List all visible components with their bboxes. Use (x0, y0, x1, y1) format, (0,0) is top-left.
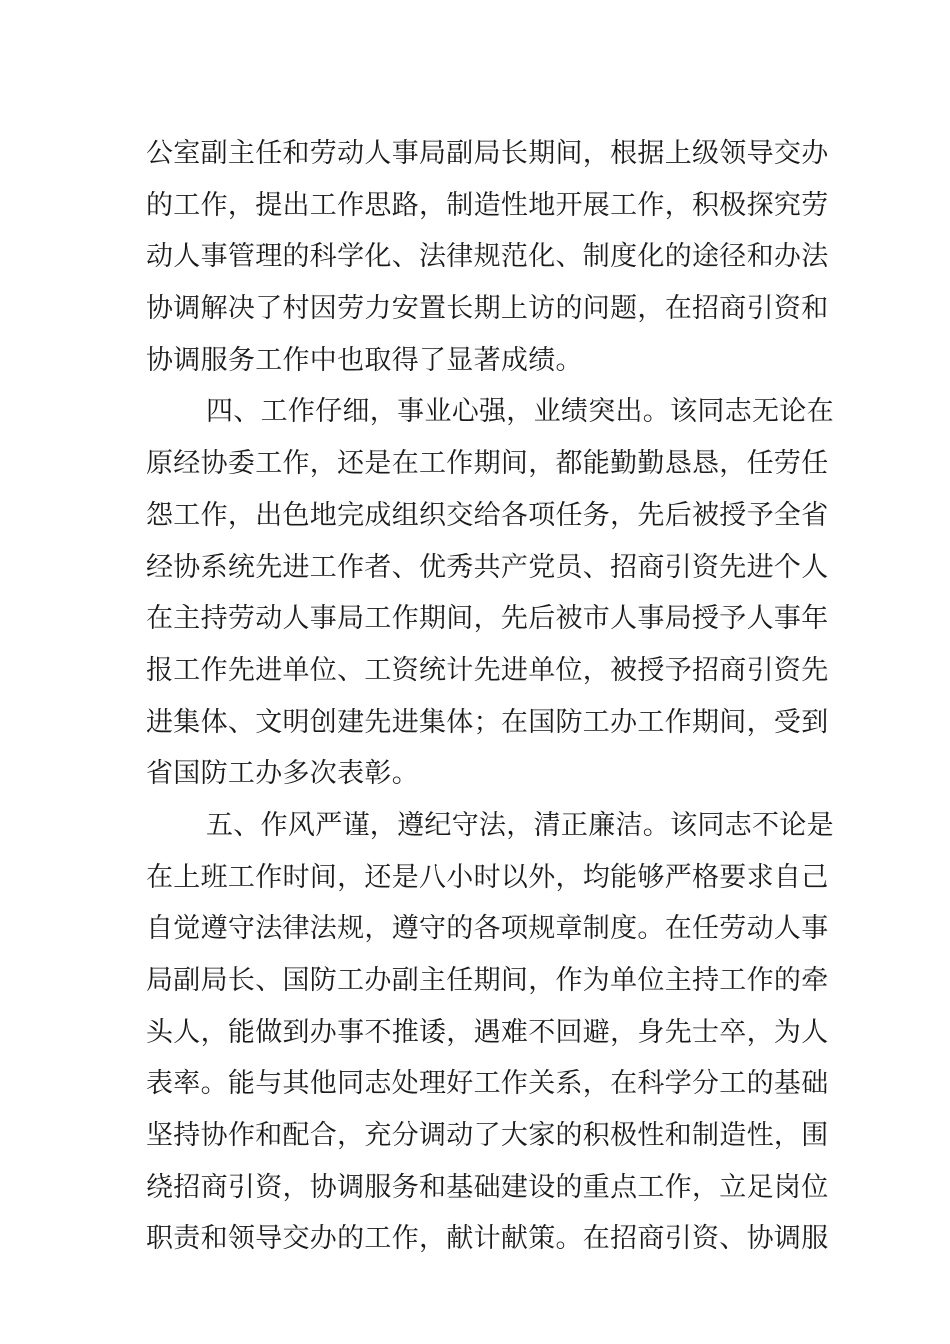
text-line: 原经协委工作，还是在工作期间，都能勤勤恳恳，任劳任 (146, 448, 829, 480)
document-body (146, 128, 834, 1265)
text-line: 绕招商引资，协调服务和基础建设的重点工作，立足岗位 (146, 1171, 829, 1203)
text-line: 怨工作，出色地完成组织交给各项任务，先后被授予全省 (146, 499, 829, 531)
text-line: 在上班工作时间，还是八小时以外，均能够严格要求自己 (146, 861, 829, 893)
text-line: 自觉遵守法律法规，遵守的各项规章制度。在任劳动人事 (146, 913, 829, 945)
text-line: 报工作先进单位、工资统计先进单位，被授予招商引资先 (146, 654, 829, 686)
text-line: 坚持协作和配合，充分调动了大家的积极性和制造性，围 (146, 1120, 829, 1152)
text-line: 在主持劳动人事局工作期间，先后被市人事局授予人事年 (146, 603, 829, 635)
text-line: 省国防工办多次表彰。 (146, 758, 419, 790)
text-line: 职责和领导交办的工作，献计献策。在招商引资、协调服 (146, 1223, 829, 1255)
text-line: 表率。能与其他同志处理好工作关系，在科学分工的基础 (146, 1068, 829, 1100)
text-line: 协调解决了村因劳力安置长期上访的问题，在招商引资和 (146, 293, 829, 325)
paragraph-heading-line: 五、作风严谨，遵纪守法，清正廉洁。该同志不论是 (206, 809, 834, 841)
paragraph-heading-line: 四、工作仔细，事业心强，业绩突出。该同志无论在 (206, 396, 834, 428)
text-line: 动人事管理的科学化、法律规范化、制度化的途径和办法 (146, 241, 829, 273)
text-line: 进集体、文明创建先进集体；在国防工办工作期间，受到 (146, 706, 829, 738)
text-line: 公室副主任和劳动人事局副局长期间，根据上级领导交办 (146, 138, 829, 169)
text-line: 经协系统先进工作者、优秀共产党员、招商引资先进个人 (146, 551, 829, 583)
text-line: 头人，能做到办事不推诿，遇难不回避，身先士卒，为人 (146, 1016, 829, 1048)
text-line: 协调服务工作中也取得了显著成绩。 (146, 344, 583, 376)
text-line: 的工作，提出工作思路，制造性地开展工作，积极探究劳 (146, 189, 829, 221)
text-line: 局副局长、国防工办副主任期间，作为单位主持工作的牵 (146, 965, 829, 996)
